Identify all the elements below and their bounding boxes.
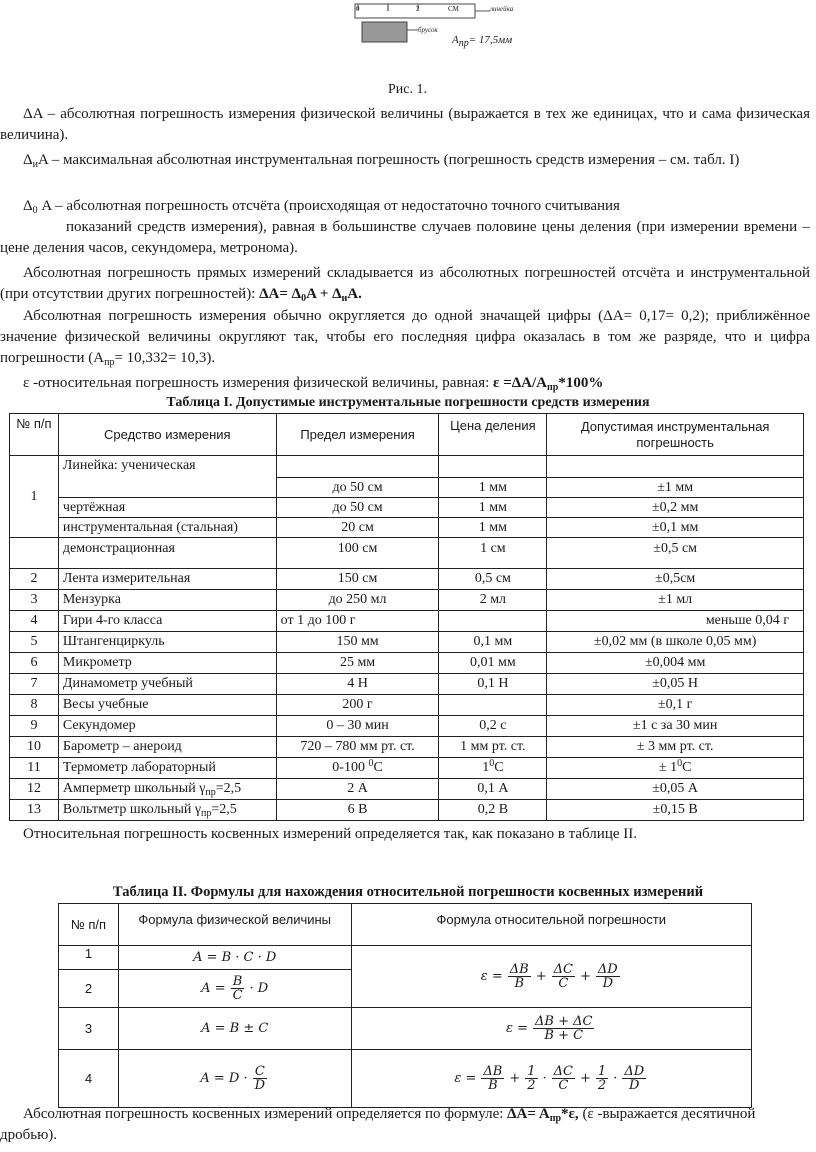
table-row — [10, 518, 804, 538]
cell-limit: 150 мм — [276, 632, 439, 653]
cell-error: ±0,5 см — [547, 538, 804, 569]
table2-header-num: № п/п — [59, 904, 119, 946]
cell-division: 0,1 Н — [439, 674, 547, 695]
cell-num: 5 — [10, 632, 59, 653]
table-row — [10, 674, 804, 695]
cell-formula — [118, 946, 351, 970]
figure-1 — [340, 0, 540, 50]
cell-division: 1 мм — [439, 518, 547, 538]
table2 — [58, 903, 752, 1108]
cell-num: 2 — [59, 970, 119, 1008]
cell-limit: 150 см — [276, 569, 439, 590]
cell-division: 2 мл — [439, 590, 547, 611]
cell-limit: до 50 см — [276, 498, 439, 518]
cell-formula — [118, 970, 351, 1008]
cell-num: 13 — [10, 800, 59, 821]
paragraph-direct-error: Абсолютная погрешность прямых измерений складывается из абсолютных погрешностей отсчёта и инструментальной (при отсутствии других погрешностей): $\Delta A= \Delta_0A + \Delta_иA$. — [0, 265, 810, 304]
paragraph-delta-0-cont: показаний средств измерения), равная в большинстве случаев половине цены деления (при измерении времени – цене деления часов, секундомера, метронома). — [0, 219, 810, 256]
cell-num: 7 — [10, 674, 59, 695]
table2-header-relative: Формула относительной погрешности — [351, 904, 751, 946]
direct-error-formula: $\Delta A= \Delta_0A + \Delta_иA$. — [259, 286, 362, 304]
cell-relative — [351, 946, 751, 1008]
relative-formula-4: ε = $\frac{\Delta B}{B}$ + $\frac{1}{2}$ · $\frac{\Delta C}{C}$ + $\frac{1}{2}$ · $\frac{\Delta D}{D}$ — [454, 1064, 645, 1093]
table1 — [9, 413, 804, 821]
cell-limit: 200 г — [276, 695, 439, 716]
cell-num: 2 — [10, 569, 59, 590]
table2-header-row — [59, 904, 752, 946]
table1-header-row — [10, 414, 804, 456]
cell-division: $1^0С$ — [439, 758, 547, 779]
cell-num — [10, 538, 59, 569]
cell-limit: 4 Н — [276, 674, 439, 695]
table-row — [10, 538, 804, 569]
cell-division — [439, 695, 547, 716]
cell-limit — [276, 456, 439, 478]
paragraph-delta-i: $\Delta_иA$ – максимальная абсолютная инструментальная погрешность (погрешность средств измерения – см. табл. I) — [23, 152, 740, 170]
cell-division: 1 мм — [439, 478, 547, 498]
ruler-unit: СМ — [448, 5, 459, 13]
cell-limit: 0 – 30 мин — [276, 716, 439, 737]
cell-num: 11 — [10, 758, 59, 779]
cell-error: ±0,1 мм — [547, 518, 804, 538]
table-row — [10, 737, 804, 758]
paragraph-rounding: Абсолютная погрешность измерения обычно округляется до одной значащей цифры (ΔA= 0,17= 0,2); приближённое значение физической величины округляют так, чтобы его последняя цифра оказалась в том же разряде, что и цифра погрешности $(A_{пр}= 10,332= 10,3)$. — [0, 308, 810, 368]
cell-num: 6 — [10, 653, 59, 674]
cell-num: 8 — [10, 695, 59, 716]
cell-num: 4 — [59, 1050, 119, 1108]
cell-instrument: Микрометр — [58, 653, 276, 674]
relative-error-formula: $\varepsilon =\Delta A/A_{пр}*100\%$ — [493, 375, 604, 393]
cell-instrument: Гири 4-го класса — [58, 611, 276, 632]
cell-instrument: Барометр – анероид — [58, 737, 276, 758]
cell-limit: 6 В — [276, 800, 439, 821]
paragraph-indirect-relative: Относительная погрешность косвенных измерений определяется так, как показано в таблице II. — [23, 826, 637, 842]
table-row — [59, 1050, 752, 1108]
table-row — [10, 590, 804, 611]
formula-4: A = D · $\frac{C}{D}$ — [200, 1064, 266, 1093]
cell-division: 1 см — [439, 538, 547, 569]
table-row — [10, 653, 804, 674]
cell-formula — [118, 1008, 351, 1050]
paragraph-relative-error: ε -относительная погрешность измерения физической величины, равная: $\varepsilon =\Delta A/A_{пр}*100\%$ — [23, 375, 604, 393]
cell-error: ±0,15 В — [547, 800, 804, 821]
cell-division: 0,5 см — [439, 569, 547, 590]
cell-error: ±1 мл — [547, 590, 804, 611]
table1-header-division: Цена деления — [439, 414, 547, 456]
table-row — [10, 569, 804, 590]
measurement-label: $A_{пр}= 17,5мм$ — [452, 34, 513, 49]
cell-error: ±0,5см — [547, 569, 804, 590]
cell-error: ±1 мм — [547, 478, 804, 498]
table-row — [10, 498, 804, 518]
cell-limit: 20 см — [276, 518, 439, 538]
cell-limit: 0-100 $^0$С — [276, 758, 439, 779]
label-block: брусок — [418, 26, 438, 34]
table2-header-formula: Формула физической величины — [118, 904, 351, 946]
cell-division: 0,2 с — [439, 716, 547, 737]
paragraph-indirect-absolute: Абсолютная погрешность косвенных измерений определяется по формуле: $\Delta A= A_{пр}*\varepsilon$, (ε -выражается десятичной дробью). — [0, 1106, 756, 1143]
cell-division: 0,1 А — [439, 779, 547, 800]
cell-limit: 100 см — [276, 538, 439, 569]
cell-num: 1 — [59, 946, 119, 970]
cell-num: 12 — [10, 779, 59, 800]
cell-division — [439, 456, 547, 478]
cell-division — [439, 611, 547, 632]
table-row — [10, 758, 804, 779]
table1-header-num: № п/п — [10, 414, 59, 456]
cell-instrument: Динамометр учебный — [58, 674, 276, 695]
ruler-tick-0: 0 — [356, 5, 360, 13]
cell-relative — [351, 1050, 751, 1108]
cell-error — [547, 456, 804, 478]
cell-division: 1 мм — [439, 498, 547, 518]
cell-division: 1 мм рт. ст. — [439, 737, 547, 758]
formula-2: A = $\frac{B}{C}$ · D — [201, 974, 269, 1003]
label-ruler: линейка — [490, 5, 514, 13]
cell-division: 0,1 мм — [439, 632, 547, 653]
cell-instrument: Секундомер — [58, 716, 276, 737]
table-row — [10, 611, 804, 632]
relative-formula-3: ε = $\frac{\Delta B + \Delta C}{B + C}$ — [506, 1014, 593, 1043]
relative-formula-1-2: ε = $\frac{\Delta B}{B}$ + $\frac{\Delta C}{C}$ + $\frac{\Delta D}{D}$ — [480, 962, 618, 991]
cell-instrument: Вольтметр школьный $\gamma_{пр}=2,5$ — [58, 800, 276, 821]
table-row — [59, 1008, 752, 1050]
cell-limit: до 250 мл — [276, 590, 439, 611]
cell-error: ±1 с за 30 мин — [547, 716, 804, 737]
cell-num: 4 — [10, 611, 59, 632]
cell-num: 3 — [10, 590, 59, 611]
figure-caption: Рис. 1. — [388, 82, 427, 97]
table1-header-error: Допустимая инструментальная погрешность — [547, 414, 804, 456]
cell-error: ± 3 мм рт. ст. — [547, 737, 804, 758]
cell-instrument: инструментальная (стальная) — [58, 518, 276, 538]
cell-instrument: Амперметр школьный $\gamma_{пр}=2,5$ — [58, 779, 276, 800]
cell-instrument: Линейка: ученическая — [58, 456, 276, 498]
cell-error: ±0,2 мм — [547, 498, 804, 518]
cell-error: ±0,004 мм — [547, 653, 804, 674]
table-row — [10, 716, 804, 737]
table2-title: Таблица II. Формулы для нахождения относительной погрешности косвенных измерений — [112, 884, 704, 900]
cell-error: ± $1^0С$ — [547, 758, 804, 779]
cell-error: ±0,05 А — [547, 779, 804, 800]
table-row — [10, 695, 804, 716]
cell-division: 0,2 В — [439, 800, 547, 821]
table-row — [10, 800, 804, 821]
table-row — [10, 456, 804, 478]
table-row — [10, 632, 804, 653]
formula-3: A = B ± C — [201, 1020, 269, 1036]
cell-error: ±0,1 г — [547, 695, 804, 716]
cell-limit: 2 А — [276, 779, 439, 800]
cell-error: меньше 0,04 г — [547, 611, 804, 632]
cell-instrument: Лента измерительная — [58, 569, 276, 590]
cell-error: ±0,02 мм (в школе 0,05 мм) — [547, 632, 804, 653]
table-row — [59, 946, 752, 970]
cell-num: 10 — [10, 737, 59, 758]
cell-limit: от 1 до 100 г — [276, 611, 439, 632]
cell-instrument: Мензурка — [58, 590, 276, 611]
table1-title: Таблица I. Допустимые инструментальные погрешности средств измерения — [166, 395, 650, 410]
ruler-tick-1: 1 — [386, 5, 390, 13]
cell-relative — [351, 1008, 751, 1050]
paragraph-delta-a: ΔA – абсолютная погрешность измерения физической величины (выражается в тех же единицах, что и сама физическая величина). — [0, 106, 810, 143]
cell-limit: до 50 см — [276, 478, 439, 498]
indirect-absolute-formula: $\Delta A= A_{пр}*\varepsilon$, — [507, 1106, 579, 1124]
ruler-tick-2: 2 — [416, 5, 420, 13]
table1-header-limit: Предел измерения — [276, 414, 439, 456]
cell-instrument: Термометр лабораторный — [58, 758, 276, 779]
cell-limit: 720 – 780 мм рт. ст. — [276, 737, 439, 758]
cell-formula — [118, 1050, 351, 1108]
cell-division: 0,01 мм — [439, 653, 547, 674]
cell-num: 3 — [59, 1008, 119, 1050]
table-row — [10, 779, 804, 800]
cell-error: ±0,05 Н — [547, 674, 804, 695]
cell-num: 1 — [10, 456, 59, 538]
cell-num: 9 — [10, 716, 59, 737]
formula-1: A = B · C · D — [193, 949, 277, 965]
table1-header-instrument: Средство измерения — [58, 414, 276, 456]
cell-instrument: Весы учебные — [58, 695, 276, 716]
cell-instrument: чертёжная — [58, 498, 276, 518]
cell-instrument: Штангенциркуль — [58, 632, 276, 653]
cell-limit: 25 мм — [276, 653, 439, 674]
paragraph-delta-0: $\Delta_0$ A – абсолютная погрешность отсчёта (происходящая от недостаточно точного считывания — [23, 198, 620, 216]
cell-instrument: демонстрационная — [58, 538, 276, 569]
